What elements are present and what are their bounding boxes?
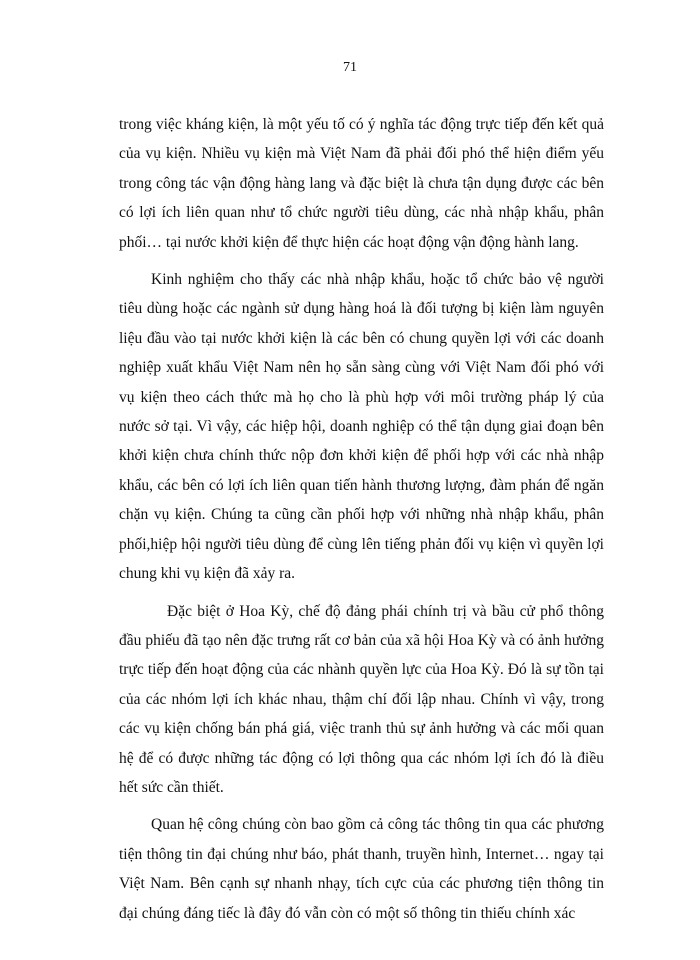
paragraph-importers-cooperation: Kinh nghiệm cho thấy các nhà nhập khẩu, hoặc tổ chức bảo vệ người tiêu dùng hoặc các ngành sử dụng hàng hoá là đối tượng bị kiện làm nguyên liệu đầu vào tại nước khởi kiện là các bên có chung quyền lợi với các doanh nghiệp xuất khẩu Việt Nam nên họ sẵn sàng cùng với Việt Nam đối phó với vụ kiện theo cách thức mà họ cho là phù hợp với môi trường pháp lý của nước sở tại. Vì vậy, các hiệp hội, doanh nghiệp có thể tận dụng giai đoạn bên khởi kiện chưa chính thức nộp đơn khởi kiện để phối hợp với các nhà nhập khẩu, các bên có lợi ích liên quan tiến hành thương lượng, đàm phán để ngăn chặn vụ kiện. Chúng ta cũng cần phối hợp với những nhà nhập khẩu, phân phối,hiệp hội người tiêu dùng để cùng lên tiếng phản đối vụ kiện vì quyền lợi chung khi vụ kiện đã xảy ra. — [119, 271, 604, 583]
paragraph-public-relations: Quan hệ công chúng còn bao gồm cả công tác thông tin qua các phương tiện thông tin đại chúng như báo, phát thanh, truyền hình, Internet… ngay tại Việt Nam. Bên cạnh sự nhanh nhạy, tích cực của các phương tiện thông tin đại chúng đáng tiếc là đây đó vẫn còn có một số thông tin thiếu chính xác — [119, 816, 604, 922]
page-number: 71 — [343, 60, 357, 75]
paragraph-us-interest-groups: Đặc biệt ở Hoa Kỳ, chế độ đảng phái chính trị và bầu cử phổ thông đầu phiếu đã tạo nên đặc trưng rất cơ bản của xã hội Hoa Kỳ và có ảnh hưởng trực tiếp đến hoạt động của các nhành quyền lực của Hoa Kỳ. Đó là sự tồn tại của các nhóm lợi ích khác nhau, thậm chí đối lập nhau. Chính vì vậy, trong các vụ kiện chống bán phá giá, việc tranh thủ sự ảnh hưởng và các mối quan hệ để có được những tác động có lợi thông qua các nhóm lợi ích đó là điều hết sức cần thiết. — [119, 602, 604, 796]
paragraph-lobbying-weakness: trong việc kháng kiện, là một yếu tố có ý nghĩa tác động trực tiếp đến kết quả của vụ kiện. Nhiều vụ kiện mà Việt Nam đã phải đối phó thể hiện điểm yếu trong công tác vận động hàng lang và đặc biệt là chưa tận dụng được các bên có lợi ích liên quan như tổ chức người tiêu dùng, các nhà nhập khẩu, phân phối… tại nước khởi kiện để thực hiện các hoạt động vận động hành lang. — [119, 116, 604, 251]
document-body — [119, 110, 604, 928]
